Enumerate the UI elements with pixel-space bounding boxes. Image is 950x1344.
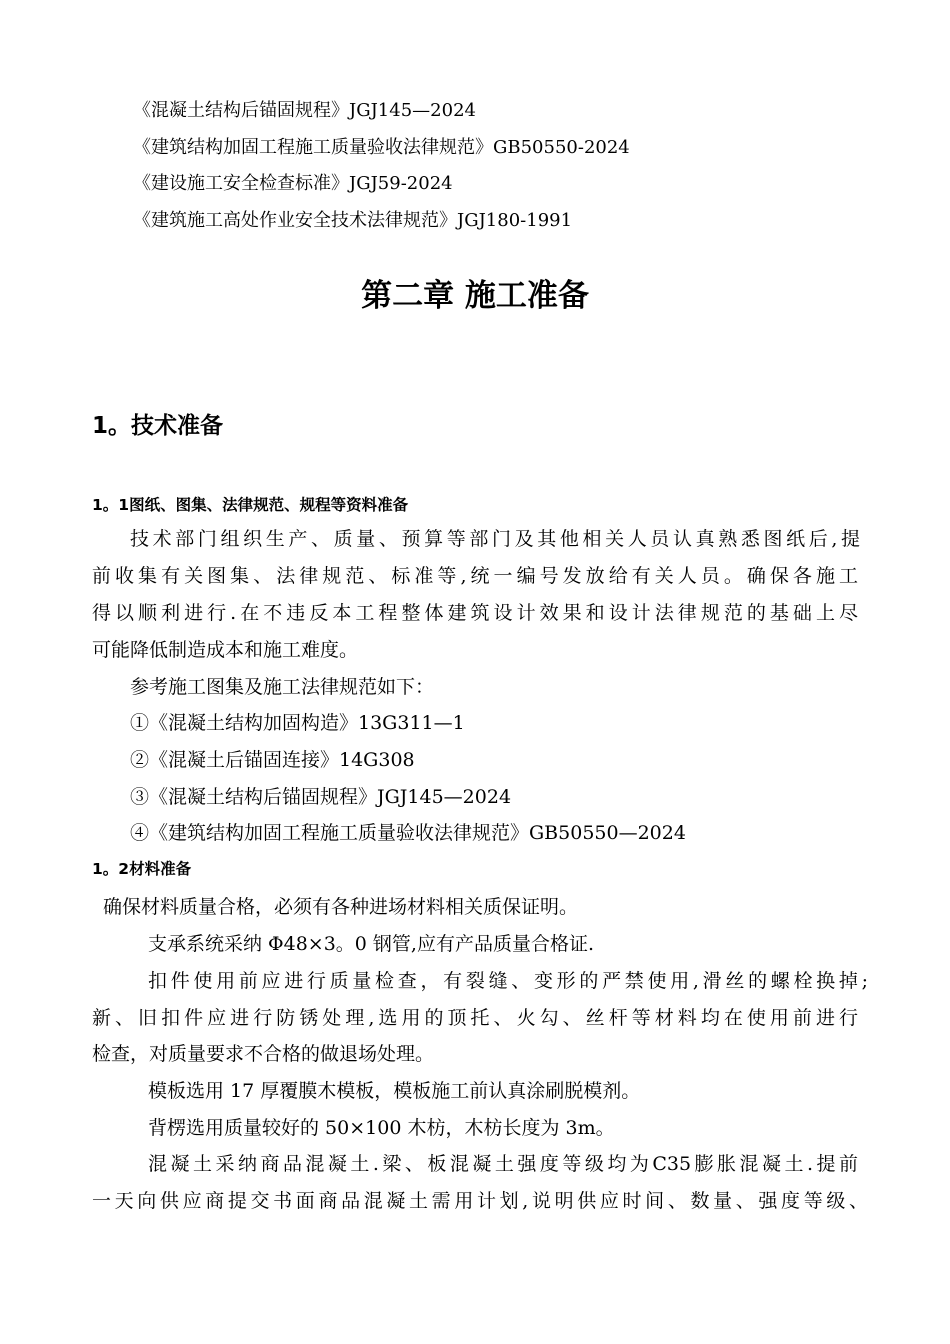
chapter-title: 第二章 施工准备 <box>361 278 589 314</box>
materials-line-2: 支承系统采纳 Φ48×3。0 钢管,应有产品质量合格证. <box>148 933 595 955</box>
paragraph-line-4: 可能降低制造成本和施工难度。 <box>92 639 359 661</box>
reference-list-item-1: ①《混凝土结构加固构造》13G311—1 <box>130 712 465 734</box>
materials-line-3: 扣件使用前应进行质量检查，有裂缝、变形的严禁使用,滑丝的螺栓换掉; <box>148 970 868 992</box>
subsection-heading-documents: 1。1图纸、图集、法律规范、规程等资料准备 <box>92 496 409 514</box>
reference-line-3: 《建设施工安全检查标准》JGJ59-2024 <box>133 173 453 194</box>
paragraph-line-2: 前收集有关图集、法律规范、标准等,统一编号发放给有关人员。确保各施工 <box>92 565 858 587</box>
reference-list-item-3: ③《混凝土结构后锚固规程》JGJ145—2024 <box>130 786 512 808</box>
reference-line-4: 《建筑施工高处作业安全技术法律规范》JGJ180-1991 <box>133 210 573 231</box>
materials-line-5: 检查，对质量要求不合格的做退场处理。 <box>92 1043 435 1065</box>
reference-list-item-4: ④《建筑结构加固工程施工质量验收法律规范》GB50550—2024 <box>130 822 686 844</box>
subsection-heading-materials: 1。2材料准备 <box>92 860 192 878</box>
paragraph-line-1: 技术部门组织生产、质量、预算等部门及其他相关人员认真熟悉图纸后,提 <box>130 528 860 550</box>
materials-line-1: 确保材料质量合格，必须有各种进场材料相关质保证明。 <box>103 896 579 918</box>
materials-line-4: 新、旧扣件应进行防锈处理,选用的顶托、火勾、丝杆等材料均在使用前进行 <box>92 1007 858 1029</box>
materials-line-6: 模板选用 17 厚覆膜木模板，模板施工前认真涂刷脱模剂。 <box>148 1080 641 1102</box>
materials-line-7: 背楞选用质量较好的 50×100 木枋，木枋长度为 3m。 <box>148 1117 615 1139</box>
reference-intro: 参考施工图集及施工法律规范如下： <box>130 676 435 698</box>
materials-line-9: 一天向供应商提交书面商品混凝土需用计划,说明供应时间、数量、强度等级、 <box>92 1190 868 1212</box>
reference-line-2: 《建筑结构加固工程施工质量验收法律规范》GB50550-2024 <box>133 137 630 158</box>
reference-list-item-2: ②《混凝土后锚固连接》14G308 <box>130 749 415 771</box>
materials-line-8: 混凝土采纳商品混凝土.梁、板混凝土强度等级均为C35膨胀混凝土.提前 <box>148 1153 858 1175</box>
section-heading-technical-prep: 1。技术准备 <box>92 413 224 439</box>
paragraph-line-3: 得以顺利进行.在不违反本工程整体建筑设计效果和设计法律规范的基础上尽 <box>92 602 858 624</box>
reference-line-1: 《混凝土结构后锚固规程》JGJ145—2024 <box>133 100 476 121</box>
